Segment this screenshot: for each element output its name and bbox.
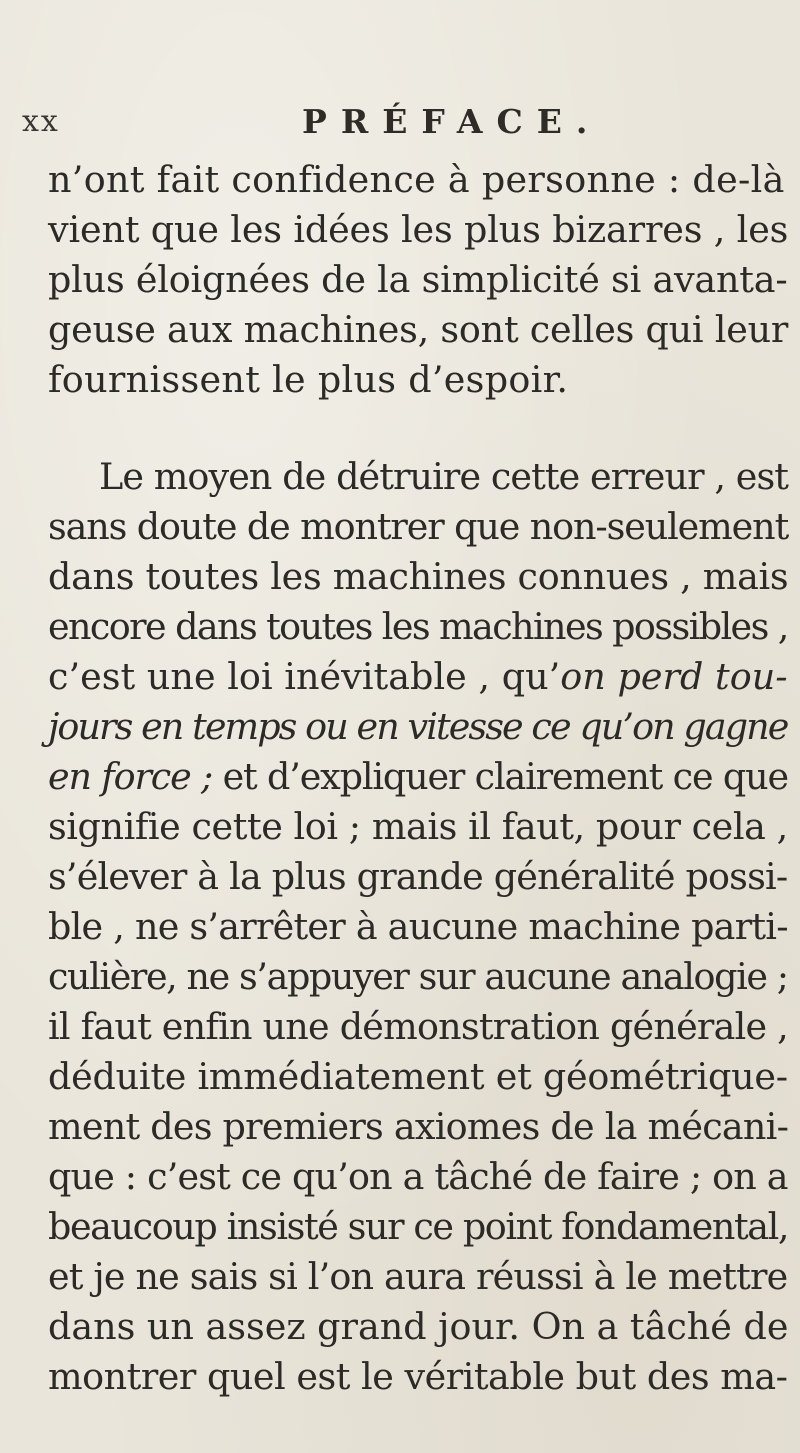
text-line: il faut enfin une démonstration générale , bbox=[48, 1005, 788, 1048]
text-line bbox=[48, 702, 787, 752]
text-line: dans toutes les machines connues , mais bbox=[48, 555, 789, 598]
text-line: culière, ne s’appuyer sur aucune analogie ; bbox=[48, 955, 788, 998]
text-line: plus éloignées de la simplicité si avanta- bbox=[48, 258, 788, 301]
text-line: que : c’est ce qu’on a tâché de faire ; on a bbox=[48, 1155, 788, 1198]
text-span: c’est une loi inévitable , qu’ bbox=[48, 655, 561, 698]
text-line: ble , ne s’arrêter à aucune machine parti- bbox=[48, 905, 788, 948]
text-line bbox=[48, 752, 788, 802]
text-line: encore dans toutes les machines possibles , bbox=[48, 605, 788, 648]
text-line: fournissent le plus d’espoir. bbox=[48, 358, 569, 401]
text-line: déduite immédiatement et géométrique- bbox=[48, 1055, 788, 1098]
text-line: signifie cette loi ; mais il faut, pour cela , bbox=[48, 805, 788, 848]
page-header bbox=[0, 96, 800, 146]
page-number: xx bbox=[22, 104, 60, 139]
running-title: PRÉFACE. bbox=[302, 102, 602, 141]
text-line bbox=[48, 652, 788, 702]
text-line: et je ne sais si l’on aura réussi à le mettre bbox=[48, 1255, 788, 1298]
text-line: montrer quel est le véritable but des ma- bbox=[48, 1355, 788, 1398]
text-line: Le moyen de détruire cette erreur , est bbox=[99, 455, 789, 498]
italic-text: jours en temps ou en vitesse ce qu’on gagne bbox=[48, 705, 788, 748]
text-line: n’ont fait confidence à personne : de-là bbox=[48, 158, 785, 201]
text-line: beaucoup insisté sur ce point fondamental, bbox=[48, 1205, 789, 1248]
text-span: et d’expliquer clairement ce que bbox=[212, 755, 788, 798]
italic-text: on perd tou- bbox=[560, 655, 788, 698]
italic-text: en force ; bbox=[48, 755, 213, 798]
text-line: sans doute de montrer que non-seulement bbox=[48, 505, 789, 548]
text-line: s’élever à la plus grande généralité possi- bbox=[48, 855, 788, 898]
text-line: geuse aux machines, sont celles qui leur bbox=[48, 308, 789, 351]
text-line: vient que les idées les plus bizarres , les bbox=[48, 208, 789, 251]
text-line: dans un assez grand jour. On a tâché de bbox=[48, 1305, 789, 1348]
text-line: ment des premiers axiomes de la mécani- bbox=[48, 1105, 789, 1148]
